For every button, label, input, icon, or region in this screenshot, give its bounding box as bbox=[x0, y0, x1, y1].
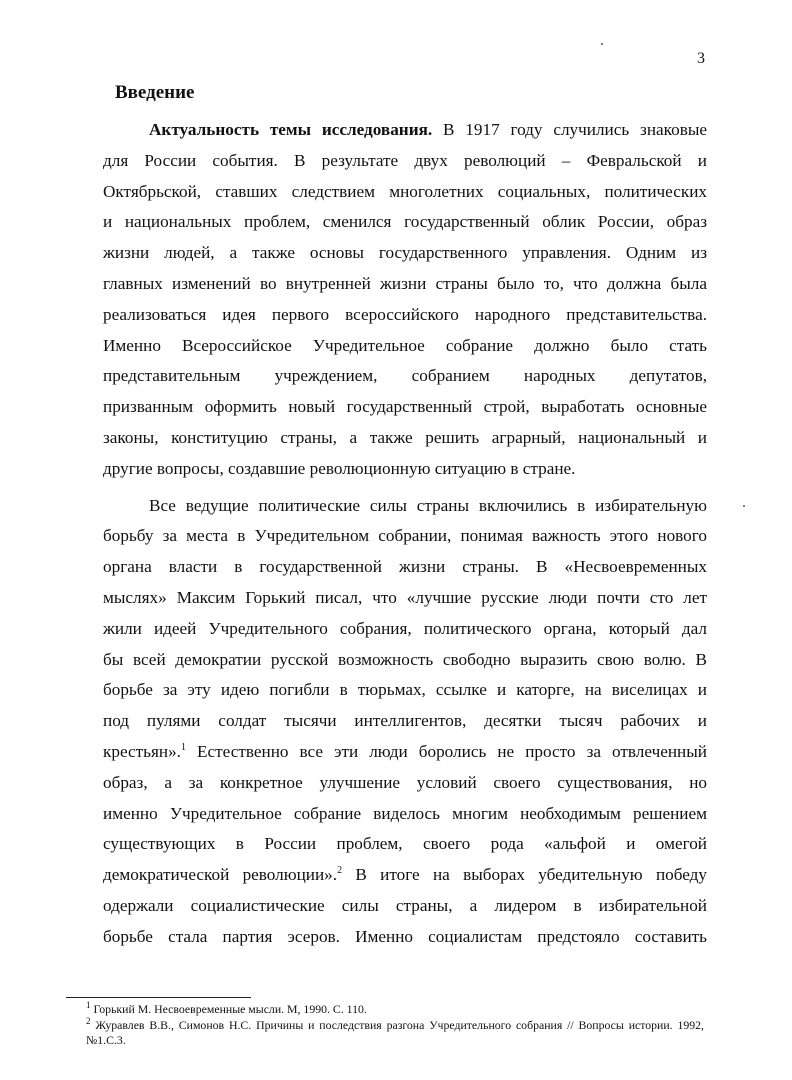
paragraph-2-line: образ, а за конкретное улучшение условий своего существования, но bbox=[103, 772, 707, 792]
paragraph-2-line: органа власти в государственной жизни страны. В «Несвоевременных bbox=[103, 557, 707, 577]
paragraph-2-line: борьбе стала партия эсеров. Именно социалистам предстояло составить bbox=[103, 926, 707, 946]
paragraph-2-line: существующих в России проблем, своего рода «альфой и омегой bbox=[103, 834, 707, 854]
paragraph-2-line: борьбу за места в Учредительном собрании, понимая важность этого нового bbox=[103, 526, 707, 546]
footnote-ref-1[interactable]: 1 bbox=[180, 741, 186, 753]
paragraph-1-line: главных изменений во внутренней жизни страны было то, что должна была bbox=[103, 273, 707, 293]
paragraph-2-line: демократической революции».$^2$ В итоге на выборах убедительную победу bbox=[103, 865, 707, 885]
footnote-number: 1 bbox=[86, 1000, 91, 1010]
paragraph-2-line: именно Учредительное собрание виделось многим необходимым решением bbox=[103, 803, 707, 823]
paragraph-2-line: мыслях» Максим Горький писал, что «лучшие русские люди почти сто лет bbox=[103, 587, 707, 607]
paragraph-1-line: представительным учреждением, собранием народных депутатов, bbox=[103, 366, 707, 386]
paragraph-1-line: для России события. В результате двух революций – Февральской и bbox=[103, 150, 707, 170]
scan-speck bbox=[601, 43, 603, 45]
paragraph-1-line: другие вопросы, создавшие революционную ситуацию в стране. bbox=[103, 458, 576, 478]
footnote-1 bbox=[86, 1002, 704, 1018]
paragraph-2-line: Все ведущие политические силы страны включились в избирательную bbox=[149, 495, 707, 515]
paragraph-2-line: жили идеей Учредительного собрания, политического органа, который дал bbox=[103, 618, 707, 638]
lead-phrase: Актуальность темы исследования. bbox=[149, 120, 433, 139]
paragraph-1-line: Октябрьской, ставших следствием многолетних социальных, политических bbox=[103, 181, 707, 201]
paragraph-2-line: одержали социалистические силы страны, а лидером в избирательной bbox=[103, 895, 707, 915]
footnote-ref-2[interactable]: 2 bbox=[337, 865, 343, 877]
body-text bbox=[103, 115, 707, 953]
footnote-text: Журавлев В.В., Симонов Н.С. Причины и последствия разгона Учредительного собрания // Вопросы истории. 1992, №1.С.3. bbox=[86, 1017, 705, 1047]
paragraph-1-line: жизни людей, а также основы государственного управления. Одним из bbox=[103, 243, 707, 263]
paragraph-1-line: реализоваться идея первого всероссийского народного представительства. bbox=[103, 304, 707, 324]
paragraph-1-line: и национальных проблем, сменился государственный облик России, образ bbox=[103, 212, 707, 232]
footnote-text: Горький М. Несвоевременные мысли. М, 1990. С. 110. bbox=[93, 1002, 367, 1016]
paragraph-2-line: под пулями солдат тысячи интеллигентов, десятки тысяч рабочих и bbox=[103, 711, 707, 731]
paragraph-1-line: Именно Всероссийское Учредительное собрание должно было стать bbox=[103, 335, 707, 355]
scan-speck bbox=[743, 505, 745, 507]
footnote-divider bbox=[66, 997, 251, 998]
paragraph-1-line: призванным оформить новый государственный строй, выработать основные bbox=[103, 397, 707, 417]
paragraph-2-line: крестьян».$^1$ Естественно все эти люди боролись не просто за отвлеченный bbox=[103, 741, 707, 761]
paragraph-2-line: бы всей демократии русской возможность свободно выразить свою волю. В bbox=[103, 649, 707, 669]
footnote-2 bbox=[86, 1015, 705, 1049]
paragraph-1-line: законы, конституцию страны, а также решить аграрный, национальный и bbox=[103, 427, 707, 447]
footnote-number: 2 bbox=[86, 1015, 91, 1026]
paragraph-2-line: борьбе за эту идею погибли в тюрьмах, ссылке и каторге, на виселицах и bbox=[103, 680, 707, 700]
page-number: 3 bbox=[697, 50, 705, 67]
paragraph-1-line: Актуальность темы исследования. В 1917 году случились знаковые bbox=[149, 120, 708, 139]
footnotes bbox=[86, 1002, 704, 1049]
section-heading: Введение bbox=[115, 82, 195, 103]
